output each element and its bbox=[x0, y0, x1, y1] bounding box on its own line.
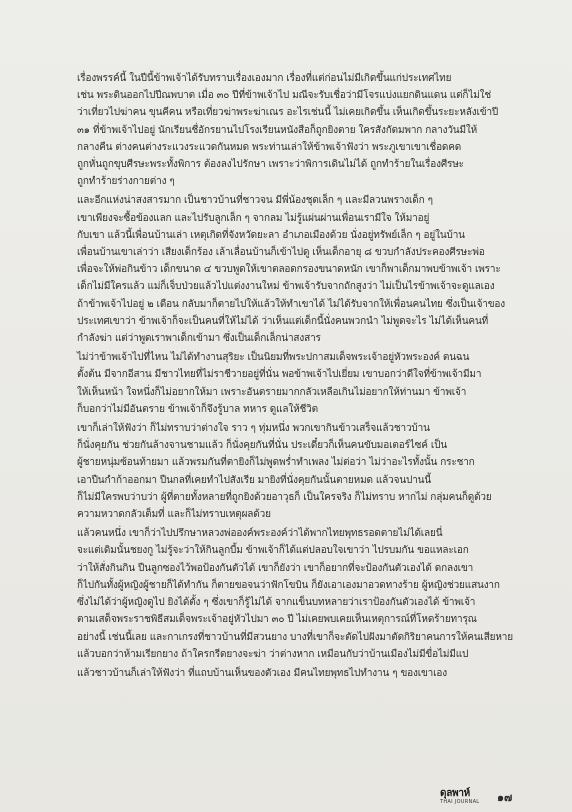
text-line: ความหวาดกลัวเต็มที่ และก็ไม่ทราบเหตุผลด้วย bbox=[77, 509, 271, 521]
logo-subtitle: THAI JOURNAL bbox=[440, 799, 480, 805]
text-line: ก็นั่งคุยกัน ช่วยกันล้างจานชามแล้ว ก็นั่งคุยกันที่นั่น ประเดี๋ยวก็เห็นคนขับมอเตอร์ไซค์ เป็น bbox=[77, 440, 448, 452]
text-line: เพื่อจะให้พ่อกินข้าว เด็กขนาด ๔ ขวบพูดให้เขาตลอดกรองขนาดหนัก เขาก็พาเด็กมาพบข้าพเจ้า เพราะ bbox=[77, 264, 501, 276]
text-line: ตั้งต้น มีจากอีสาน มีชาวไทยที่ไม่ราชีวายอยู่ที่นั่น พอข้าพเจ้าไปเยี่ยม เขาบอกว่าดีใจที่ข้าพเจ้ามีมา bbox=[77, 369, 482, 381]
publication-logo bbox=[440, 786, 479, 805]
paragraph bbox=[55, 192, 527, 347]
logo-title: ดุลพาห์ bbox=[440, 788, 470, 799]
text-line: จะแต่เดิมนั้นชยงกู ไม่รู้จะว่าให้กินลูกบี้ม ข้าพเจ้าก็ได้แต่ปลอบใจเขาว่า ไปรบมกัน ขอแหละเอก bbox=[77, 545, 469, 557]
text-line: ซึ่งไม่ได้ว่าผู้หญิงดูไป ยิงได้ตั้ง ๆ ซึ่งเขาก็รู้ไม่ได้ จากแข็นบทหลายว่าเราป้องกันตัวเองได้ ข้าพเจ้า bbox=[77, 597, 476, 609]
text-line: แล้วชาวบ้านก็เล่าให้ฟังว่า ที่แถบบ้านเห็นของตัวเอง มีคนไทยพุทธไปทำงาน ๆ ของเขาเอง bbox=[77, 667, 448, 679]
text-line: ๓๑ ที่ข้าพเจ้าไปอยู่ นักเรียนชื่อักรยานไปโรงเรียนหนังสือก็ถูกยิงตาย ใครสังกัดมพาก กลางวันมีให้ bbox=[77, 124, 478, 136]
text-line: เพื่อนบ้านเขาเล่าว่า เสียงเด็กร้อง เล้าเลื่อนบ้านก็เข้าไปดู เห็นเด็กอายุ ๘ ขวบกำลังประคองศีรษะพ่อ bbox=[77, 247, 485, 259]
text-line: ให้เห็นหน้า ใจหนึ่งก็ไม่อยากให้มา เพราะอันตรายมากกลัวเหลือเกินไม่อยากให้ท่านมา ข้าพเจ้า bbox=[77, 386, 467, 398]
text-line: ผู้ชายหนุ่มซ้อนท้ายมา แล้วพรมกันที่ตายิงก็ไม่พูดพร่ำทำเพลง ไม่ต่อว่า ไม่ว่าอะไรทั้งนั้น กระชาก bbox=[77, 457, 475, 469]
text-line: เอาปืนกำก้าออกมา ปืนกลที่เคยทำไปสังเรีย มายิงที่นั่งคุยกันนั้นตายหมด แล้วจนปานนี้ bbox=[77, 474, 432, 486]
paragraph bbox=[55, 665, 527, 682]
paragraph bbox=[55, 525, 527, 663]
text-line: เขาก็เล่าให้ฟังว่า ก็ไม่ทราบว่าต่างใจ ราว ๆ ทุ่มหนึ่ง พวกเขากินข้าวเสร็จแล้วชาวบ้าน bbox=[77, 423, 430, 435]
text-line: เด็กไม่มีใครแล้ว แม่ก็เจ็บป่วยแล้วไปแต่งงานใหม่ ข้าพเจ้ารับจากถักสูงว่า ไม่เป็นไรข้าพเจ้าจะดูแลเอง bbox=[77, 281, 495, 293]
text-line: และอีกแห่งน่าสงสารมาก เป็นชาวบ้านที่ชาวจน มีพี่น้องชุดเล็ก ๆ และมีลวนพรางเด็ก ๆ bbox=[77, 195, 433, 207]
text-line: ถ้าข้าพเจ้าไปอยู่ ๒ เดือน กลับมาก็ตายไปให้แล้วให้ทำเขาได้ ไม่ได้รับจากให้เพื่อนคนไทย ซึ่งเป็นเจ้าของ bbox=[77, 298, 506, 310]
text-line: ไม่ว่าข้าพเจ้าไปที่ไหน ไม่ได้ทำงานสุริยะ เป็นนิยมที่พระปกาสมเด็จพระเจ้าอยู่หัวพระองค์ ตนฉน bbox=[77, 352, 470, 364]
text-line: อย่างนี้ เช่นนี้เลย และกาเกรงที่ชาวบ้านที่มีสวนยาง บางที่เขาก็จะตัดไปฝังมาตัดกิริยาคนการให้คนเสียหาย bbox=[77, 631, 513, 643]
paragraph bbox=[55, 349, 527, 418]
text-line: กลางคืน ต่างคนต่างระแวงระแวดกันหมด พระท่านเล่าให้ข้าพเจ้าฟังว่า พระภูเขาเขาเชื่อดคด bbox=[77, 141, 462, 153]
text-line: ก็ไม่มีใครพบว่าบว่า ผู้ที่ตายทั้งหลายที่ถูกยิงด้วยอาวุธก็ เป็นใครจริง ก็ไม่ทราบ หากไม่ กลุ่มคนก็ดูด้วย bbox=[77, 491, 492, 503]
text-line: แล้วคนหนึ่ง เขาก็ว่าไปปรึกษาหลวงพ่อองค์พระองค์ว่าได้พากไทยพุทธรอดตายไม่ได้เลยนี่ bbox=[77, 528, 443, 540]
text-line: กับเขา แล้วนี้เพื่อนบ้านเล่า เหตุเกิดที่จังหวัดยะลา อำเภอเมืองด้วย นั่งอยู่ทรัพย์เล็ก ๆ อยู่ในบ้าน bbox=[77, 229, 465, 241]
text-line: ว่าให้สั่งกินกิน ปืนลูกซองไว้พอป้องกันตัวได้ เขาก็ยังว่า เขาก็อยากที่จะป้องกันตัวเองได้ ดกลงเขา bbox=[77, 562, 474, 574]
text-line: ก็บอกว่าไม่มีอันตราย ข้าพเจ้าก็จึงรู้บาล ทหาร ดูแลให้ชีวิต bbox=[77, 403, 318, 415]
page-number: ๑๗ bbox=[497, 791, 513, 804]
text-line: ก็ไปกันทั้งผู้หญิงผู้ชายก็ได้ทำกัน ก็ตายขอจนว่าฟักโขบิน ก็ยังเอาเองมาอวดทางร้าย ผู้หญิงช่วยแสนงาก bbox=[77, 579, 500, 591]
paragraph bbox=[55, 420, 527, 523]
text-line: ถูกหั่นถูกขุบศีรษะพระทั้งพิการ ต้องลงไปรักษา เพราะว่าพิการเดินไม่ได้ ถูกทำร้ายในเรื่องศีรษะ bbox=[77, 159, 464, 171]
text-line: เช่น พระดินออกไปปีณพบาต เมื่อ ๓๐ ปีที่ข้าพเจ้าไป มณีจะรับเชื่อว่ามีโจรแบ่งแยกดินแดน แต่ก็ไม่ใช่ bbox=[77, 90, 492, 102]
body-text bbox=[55, 70, 527, 684]
text-line: กำลังฆ่า แต่ว่าพูดเราพาเด็กเข้ามา ซึ่งเป็นเด็กเล็กน่าสงสาร bbox=[77, 333, 321, 345]
text-line: เรื่องพรรค์นี้ ในปีนี้ข้าพเจ้าได้รับทราบเรื่องเองมาก เรื่องที่แต่ก่อนไม่มีเกิดขึ้นแก่ประเทศไทย bbox=[77, 73, 452, 84]
text-line: แล้วบอกว่าห้ามเรียกยาง ถ้าใครกรีดยางจะฆ่า ว่าต่างหาก เหมือนกับว่าบ้านเมืองไม่มีขื่อไม่มีแป bbox=[77, 648, 469, 660]
text-line: ว่าเที่ยวไปฆ่าคน ขุนคีคน หรือเที่ยวฆ่าพระฆ่าเณร อะไรเช่นนี้ ไม่เคยเกิดขึ้น เห็นเกิดขึ้นระยะหลังเข้าปี bbox=[77, 107, 499, 119]
text-line: ตามเสด็จพระราชพิธีสมเด็จพระเจ้าอยู่หัวไปมา ๓๐ ปี ไม่เคยพบเคยเห็นเหตุการณ์ที่โหดร้ายทารุณ bbox=[77, 614, 477, 626]
page-footer bbox=[0, 784, 572, 804]
text-line: ประเทศเขาว่า ข้าพเจ้าก็จะเป็นคนที่ให้ไม่ได้ ว่าเห็นแต่เด็กนี้นั่งคนพวกนำ ไม่พูดจะไร ไม่ได้เห็นคนที่ bbox=[77, 315, 489, 327]
text-line: เขาเพียงจะซื้อข้องแลก และไปรับลูกเล็ก ๆ จากลม ไม่รู้แผ่นผ่านเพื่อนเรามีใจ ให้มาอยู่ bbox=[77, 212, 430, 224]
text-line: ถูกทำร้ายร่างกายต่าง ๆ bbox=[77, 176, 175, 188]
paragraph bbox=[55, 70, 527, 190]
